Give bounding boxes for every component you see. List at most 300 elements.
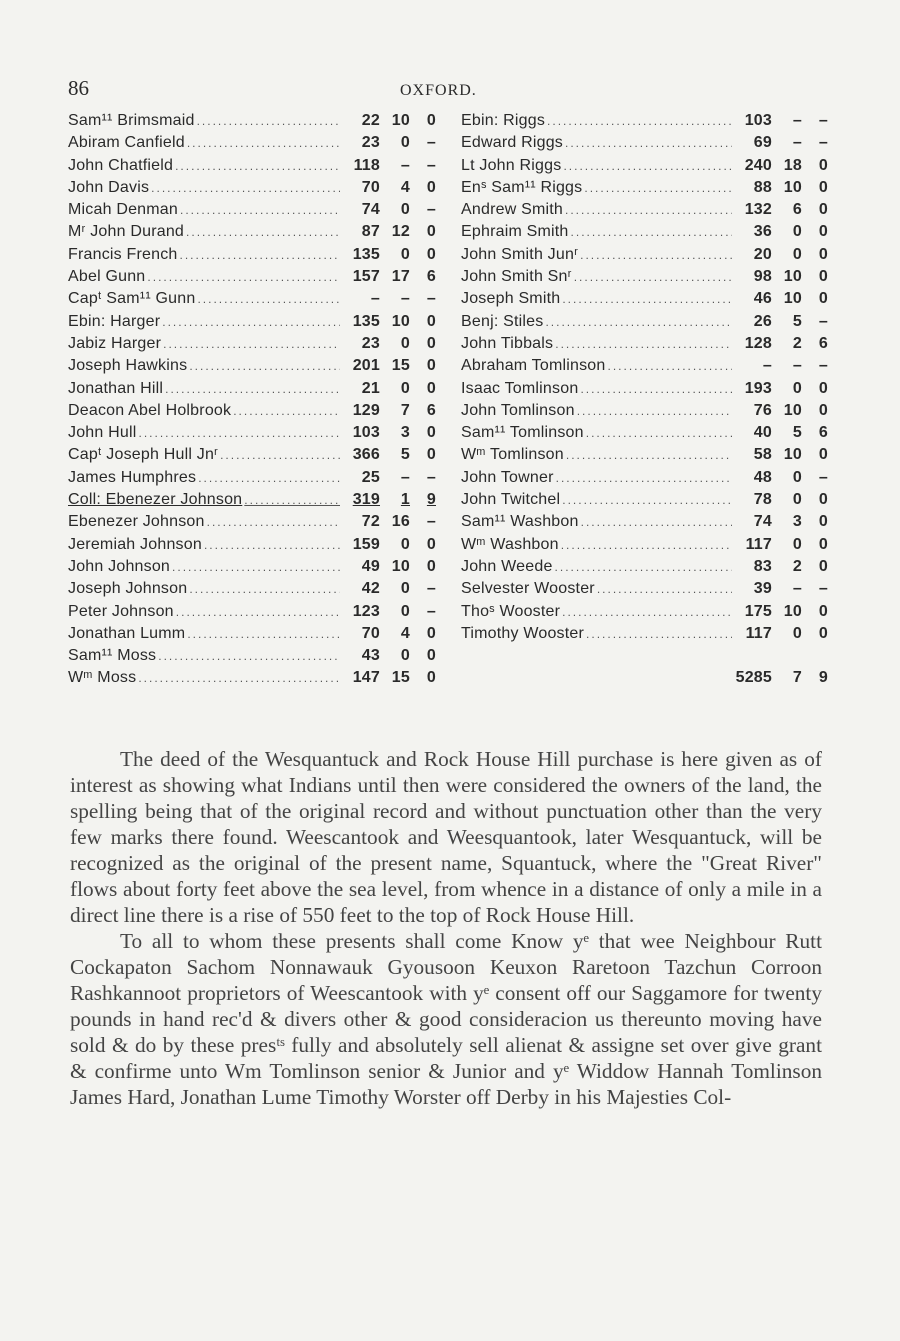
list-entry xyxy=(68,513,436,535)
amount-pounds: 36 xyxy=(753,223,772,241)
dot-leader xyxy=(202,538,340,552)
list-entry xyxy=(68,246,436,268)
entry-name: Thoˢ Wooster xyxy=(461,602,561,620)
dot-leader xyxy=(578,248,732,262)
amount-pounds: 98 xyxy=(753,268,772,286)
amount-pence: 6 xyxy=(818,424,828,442)
amount-shillings: 0 xyxy=(400,245,410,263)
amount-shillings: 10 xyxy=(783,602,802,620)
dot-leader xyxy=(218,448,340,462)
list-entry xyxy=(461,313,828,335)
amount-pounds: 48 xyxy=(753,468,772,486)
amount-pence: – xyxy=(426,290,436,308)
dot-leader xyxy=(606,359,732,373)
amount-shillings: – xyxy=(400,156,410,174)
dot-leader xyxy=(553,337,732,351)
amount-shillings: 10 xyxy=(783,268,802,286)
amount-shillings: – xyxy=(400,468,410,486)
amount-pounds: 42 xyxy=(361,580,380,598)
list-entry xyxy=(461,402,828,424)
amount-shillings: 0 xyxy=(792,624,802,642)
amount-shillings: 5 xyxy=(792,424,802,442)
amount-shillings: 0 xyxy=(792,491,802,509)
amount-shillings: 10 xyxy=(391,557,410,575)
entry-name: Wᵐ Tomlinson xyxy=(461,446,564,464)
amount-pounds: 103 xyxy=(352,424,380,442)
list-entry xyxy=(68,424,436,446)
list-entry xyxy=(461,446,828,468)
amount-shillings: 3 xyxy=(792,513,802,531)
amount-pounds: 74 xyxy=(753,513,772,531)
list-entry xyxy=(461,134,828,156)
amount-pounds: 20 xyxy=(753,245,772,263)
amount-pounds: – xyxy=(370,290,380,308)
dot-leader xyxy=(231,404,340,418)
spacer-row xyxy=(461,647,828,669)
entry-name: Enˢ Sam¹¹ Riggs xyxy=(461,178,583,196)
amount-shillings: 18 xyxy=(783,156,802,174)
amount-pounds: 39 xyxy=(753,580,772,598)
amount-pence: 0 xyxy=(818,156,828,174)
amount-shillings: 0 xyxy=(400,535,410,553)
dot-leader xyxy=(242,493,340,507)
amount-pence: 0 xyxy=(426,557,436,575)
amount-pence: – xyxy=(426,134,436,152)
dot-leader xyxy=(156,649,340,663)
amount-pounds: 117 xyxy=(745,624,772,642)
entry-name: Peter Johnson xyxy=(68,602,174,620)
list-entry xyxy=(461,558,828,580)
dot-leader xyxy=(170,560,340,574)
amount-shillings: 7 xyxy=(400,401,410,419)
dot-leader xyxy=(178,248,341,262)
amount-pence: 0 xyxy=(426,223,436,241)
dot-leader xyxy=(185,136,340,150)
entry-name: Jonathan Lumm xyxy=(68,624,186,642)
amount-shillings: 4 xyxy=(400,178,410,196)
amount-pence: 6 xyxy=(426,268,436,286)
amount-pence: 0 xyxy=(426,178,436,196)
amount-shillings: 1 xyxy=(400,491,410,509)
amount-pence: – xyxy=(818,112,828,129)
amount-pence: 0 xyxy=(426,624,436,642)
amount-pounds: 201 xyxy=(352,357,380,375)
dot-leader xyxy=(579,515,732,529)
entry-name: Jabiz Harger xyxy=(68,334,162,352)
entry-name: Francis French xyxy=(68,245,178,263)
amount-shillings: – xyxy=(792,580,802,598)
amount-pence: 0 xyxy=(818,245,828,263)
list-entry xyxy=(68,201,436,223)
dot-leader xyxy=(563,136,732,150)
amount-pence: – xyxy=(426,602,436,620)
dot-leader xyxy=(173,159,340,173)
amount-shillings: 2 xyxy=(792,557,802,575)
list-entry xyxy=(461,380,828,402)
total-row xyxy=(461,669,828,691)
entry-name: Ebin: Riggs xyxy=(461,112,546,129)
amount-pounds: 25 xyxy=(361,468,380,486)
amount-pence: 0 xyxy=(818,557,828,575)
amount-shillings: 10 xyxy=(783,178,802,196)
entry-name: Jonathan Hill xyxy=(68,379,164,397)
amount-pence: 0 xyxy=(818,178,828,196)
amount-shillings: 0 xyxy=(400,379,410,397)
entry-name: John Weede xyxy=(461,557,553,575)
dot-leader xyxy=(560,605,732,619)
amount-pounds: 240 xyxy=(744,156,772,174)
amount-shillings: 0 xyxy=(792,535,802,553)
amount-pence: – xyxy=(426,580,436,598)
list-entry xyxy=(68,179,436,201)
amount-pence: – xyxy=(818,312,828,330)
list-entry xyxy=(68,157,436,179)
amount-pounds: 319 xyxy=(352,491,380,509)
entry-name: Sam¹¹ Brimsmaid xyxy=(68,112,195,129)
amount-pence: 6 xyxy=(426,401,436,419)
dot-leader xyxy=(559,538,732,552)
amount-shillings: 0 xyxy=(400,647,410,665)
entry-name: Edward Riggs xyxy=(461,134,564,152)
amount-pounds: 78 xyxy=(753,491,772,509)
amount-pounds: 21 xyxy=(361,379,380,397)
entry-name: Benj: Stiles xyxy=(461,312,544,330)
amount-pence: – xyxy=(818,134,828,152)
entry-name: Joseph Smith xyxy=(461,290,561,308)
entry-name: John Smith Junʳ xyxy=(461,245,579,263)
dot-leader xyxy=(595,582,732,596)
amount-pence: 6 xyxy=(818,334,828,352)
entry-name: Capᵗ Joseph Hull Jnʳ xyxy=(68,446,219,464)
list-entry xyxy=(68,558,436,580)
entry-name: Micah Denman xyxy=(68,201,179,219)
amount-shillings: 15 xyxy=(391,357,410,375)
dot-leader xyxy=(137,426,340,440)
amount-pounds: 159 xyxy=(352,535,380,553)
amount-pence: 0 xyxy=(426,112,436,129)
amount-pence: – xyxy=(818,580,828,598)
entry-name: Ebin: Harger xyxy=(68,312,161,330)
amount-pounds: 72 xyxy=(361,513,380,531)
dot-leader xyxy=(187,359,340,373)
amount-pounds: 118 xyxy=(353,156,380,174)
list-entry xyxy=(461,536,828,558)
amount-pounds: 69 xyxy=(753,134,772,152)
list-entry xyxy=(68,290,436,312)
amount-pounds: 123 xyxy=(352,602,380,620)
prose-section xyxy=(70,746,822,1110)
dot-leader xyxy=(185,627,340,641)
total-pence: 9 xyxy=(818,669,828,687)
entry-name: Abraham Tomlinson xyxy=(461,357,606,375)
amount-shillings: 10 xyxy=(783,290,802,308)
amount-pence: 0 xyxy=(426,357,436,375)
amount-shillings: 10 xyxy=(783,446,802,464)
list-entry xyxy=(461,179,828,201)
tax-list xyxy=(68,112,828,692)
amount-shillings: – xyxy=(400,290,410,308)
amount-pence: 0 xyxy=(426,669,436,687)
amount-shillings: 10 xyxy=(391,312,410,330)
amount-shillings: 0 xyxy=(400,134,410,152)
entry-name: Deacon Abel Holbrook xyxy=(68,401,232,419)
amount-pounds: 76 xyxy=(753,401,772,419)
entry-name: John Chatfield xyxy=(68,156,174,174)
dot-leader xyxy=(174,605,340,619)
amount-pence: – xyxy=(426,156,436,174)
amount-shillings: 6 xyxy=(792,201,802,219)
page-number: 86 xyxy=(68,76,89,100)
entry-name: Lt John Riggs xyxy=(461,156,562,174)
list-entry xyxy=(461,246,828,268)
amount-pounds: – xyxy=(762,357,772,375)
amount-pence: 0 xyxy=(426,312,436,330)
list-entry xyxy=(461,491,828,513)
entry-name: Timothy Wooster xyxy=(461,624,585,642)
list-entry xyxy=(461,268,828,290)
entry-name: Joseph Johnson xyxy=(68,580,188,598)
list-entry xyxy=(68,134,436,156)
dot-leader xyxy=(184,225,340,239)
dot-leader xyxy=(569,225,732,239)
dot-leader xyxy=(584,426,732,440)
entry-name: Wᵐ Moss xyxy=(68,669,137,687)
amount-pounds: 88 xyxy=(753,178,772,196)
amount-pounds: 129 xyxy=(352,401,380,419)
amount-shillings: 0 xyxy=(400,334,410,352)
list-entry xyxy=(461,223,828,245)
dot-leader xyxy=(545,114,732,128)
amount-shillings: 0 xyxy=(400,201,410,219)
amount-pounds: 103 xyxy=(744,112,772,129)
list-entry xyxy=(68,380,436,402)
amount-pence: – xyxy=(426,513,436,531)
amount-pounds: 175 xyxy=(744,602,772,620)
amount-pence: 0 xyxy=(818,602,828,620)
dot-leader xyxy=(582,181,732,195)
amount-pounds: 46 xyxy=(753,290,772,308)
amount-shillings: 15 xyxy=(391,669,410,687)
amount-pounds: 83 xyxy=(753,557,772,575)
amount-pounds: 366 xyxy=(352,446,380,464)
entry-name: John Tibbals xyxy=(461,334,554,352)
amount-pounds: 26 xyxy=(753,312,772,330)
amount-pence: 0 xyxy=(818,201,828,219)
amount-shillings: 5 xyxy=(400,446,410,464)
amount-pounds: 117 xyxy=(745,535,772,553)
list-entry xyxy=(68,313,436,335)
amount-pounds: 135 xyxy=(352,245,380,263)
dot-leader xyxy=(145,270,340,284)
entry-name: Sam¹¹ Tomlinson xyxy=(461,424,584,442)
amount-pounds: 193 xyxy=(744,379,772,397)
total-shillings: 7 xyxy=(792,669,802,687)
list-entry xyxy=(68,580,436,602)
list-entry xyxy=(68,625,436,647)
paragraph-deed-intro: The deed of the Wesquantuck and Rock House Hill purchase is here given as of interest as showing what Indians until then were considered the owners of the land, the spelling being that of the original record and without punctuation other than the very few marks there found. Weescantook and Weesquantook, later Wesquantuck, will be recognized as the original of the present name, Squantuck, where the "Great River" flows about forty feet above the sea level, from whence in a distance of only a mile in a direct line there is a rise of 550 feet to the top of Rock House Hill. xyxy=(70,747,822,927)
total-pounds: 5285 xyxy=(735,669,772,687)
list-entry xyxy=(461,112,828,134)
list-entry xyxy=(68,491,436,513)
dot-leader xyxy=(195,114,340,128)
list-entry xyxy=(461,469,828,491)
amount-pounds: 40 xyxy=(753,424,772,442)
amount-pounds: 70 xyxy=(361,178,380,196)
amount-shillings: 3 xyxy=(400,424,410,442)
amount-pence: 9 xyxy=(426,491,436,509)
amount-pence: – xyxy=(426,201,436,219)
dot-leader xyxy=(572,270,732,284)
list-entry xyxy=(461,335,828,357)
dot-leader xyxy=(578,382,732,396)
dot-leader xyxy=(178,203,340,217)
dot-leader xyxy=(543,315,732,329)
list-entry xyxy=(68,669,436,691)
amount-pounds: 132 xyxy=(744,201,772,219)
amount-shillings: 0 xyxy=(792,468,802,486)
amount-pounds: 74 xyxy=(361,201,380,219)
dot-leader xyxy=(563,203,732,217)
amount-pence: – xyxy=(426,468,436,486)
amount-pence: 0 xyxy=(426,245,436,263)
list-entry xyxy=(461,625,828,647)
amount-shillings: 4 xyxy=(400,624,410,642)
amount-pence: 0 xyxy=(818,513,828,531)
amount-pence: 0 xyxy=(426,379,436,397)
list-entry xyxy=(461,290,828,312)
list-entry xyxy=(68,469,436,491)
amount-pounds: 157 xyxy=(352,268,380,286)
amount-pounds: 23 xyxy=(361,134,380,152)
dot-leader xyxy=(195,292,340,306)
amount-shillings: 0 xyxy=(400,580,410,598)
list-entry xyxy=(461,513,828,535)
list-entry xyxy=(461,357,828,379)
amount-pence: 0 xyxy=(426,535,436,553)
list-entry xyxy=(461,157,828,179)
list-entry xyxy=(461,424,828,446)
entry-name: Coll: Ebenezer Johnson xyxy=(68,491,243,509)
amount-pence: 0 xyxy=(818,379,828,397)
amount-pounds: 22 xyxy=(361,112,380,129)
paragraph-deed-text: To all to whom these presents shall come Know yᵉ that wee Neighbour Rutt Cockapaton Sachom Nonnawauk Gyousoon Keuxon Raretoon Tazchun Corroon Rashkannoot proprietors of Weescantook with yᵉ consent off our Saggamore for twenty pounds in hand rec'd & divers other & good consideracion us thereunto moving have sold & do by these presᵗˢ fully and absolutely sell alienat & assigne set over give grant & confirme unto Wm Tomlinson senior & Junior and yᵉ Widdow Hannah Tomlinson James Hard, Jonathan Lume Timothy Worster off Derby in his Majesties Col- xyxy=(70,929,822,1109)
entry-name: John Smith Snʳ xyxy=(461,268,572,286)
amount-pence: 0 xyxy=(426,647,436,665)
list-entry xyxy=(68,603,436,625)
amount-shillings: 17 xyxy=(391,268,410,286)
entry-name: John Hull xyxy=(68,424,137,442)
entry-name: Jeremiah Johnson xyxy=(68,535,202,553)
entry-name: Selvester Wooster xyxy=(461,580,595,598)
entry-name: Wᵐ Washbon xyxy=(461,535,559,553)
amount-pounds: 49 xyxy=(361,557,380,575)
amount-shillings: 0 xyxy=(792,245,802,263)
amount-pence: 0 xyxy=(818,535,828,553)
amount-shillings: – xyxy=(792,112,802,129)
entry-name: Andrew Smith xyxy=(461,201,563,219)
list-entry xyxy=(68,268,436,290)
amount-pence: 0 xyxy=(426,446,436,464)
entry-name: Abel Gunn xyxy=(68,268,146,286)
entry-name: Abiram Canfield xyxy=(68,134,185,152)
amount-pence: 0 xyxy=(818,624,828,642)
amount-shillings: 16 xyxy=(391,513,410,531)
amount-pounds: 87 xyxy=(361,223,380,241)
dot-leader xyxy=(575,404,732,418)
amount-shillings: 5 xyxy=(792,312,802,330)
entry-name: Ephraim Smith xyxy=(461,223,569,241)
entry-name: Ebenezer Johnson xyxy=(68,513,205,531)
amount-pence: 0 xyxy=(818,401,828,419)
dot-leader xyxy=(560,493,732,507)
list-entry xyxy=(68,647,436,669)
dot-leader xyxy=(163,382,340,396)
amount-pounds: 70 xyxy=(361,624,380,642)
list-entry xyxy=(68,335,436,357)
dot-leader xyxy=(161,337,340,351)
entry-name: John Twitchel xyxy=(461,491,561,509)
right-column xyxy=(461,112,828,692)
amount-pounds: 43 xyxy=(361,647,380,665)
list-entry xyxy=(461,603,828,625)
running-title: OXFORD. xyxy=(400,82,477,99)
amount-pence: 0 xyxy=(426,334,436,352)
page-header xyxy=(68,76,828,106)
amount-pence: – xyxy=(818,357,828,375)
amount-pounds: 128 xyxy=(744,334,772,352)
amount-pence: 0 xyxy=(818,491,828,509)
entry-name: Mʳ John Durand xyxy=(68,223,185,241)
dot-leader xyxy=(136,671,340,685)
left-column xyxy=(68,112,436,692)
list-entry xyxy=(461,580,828,602)
amount-pence: 0 xyxy=(426,424,436,442)
amount-shillings: 12 xyxy=(391,223,410,241)
list-entry xyxy=(68,112,436,134)
dot-leader xyxy=(560,292,732,306)
list-entry xyxy=(461,201,828,223)
amount-pence: 0 xyxy=(818,446,828,464)
dot-leader xyxy=(196,471,340,485)
list-entry xyxy=(68,223,436,245)
amount-pence: 0 xyxy=(818,268,828,286)
entry-name: Joseph Hawkins xyxy=(68,357,188,375)
amount-shillings: – xyxy=(792,134,802,152)
entry-name: John Tomlinson xyxy=(461,401,575,419)
amount-pounds: 23 xyxy=(361,334,380,352)
amount-shillings: 10 xyxy=(783,401,802,419)
amount-pounds: 58 xyxy=(753,446,772,464)
dot-leader xyxy=(160,315,340,329)
amount-pence: 0 xyxy=(818,223,828,241)
dot-leader xyxy=(187,582,340,596)
entry-name: John Davis xyxy=(68,178,150,196)
list-entry xyxy=(68,357,436,379)
list-entry xyxy=(68,446,436,468)
amount-pence: – xyxy=(818,468,828,486)
entry-name: James Humphres xyxy=(68,468,197,486)
entry-name: Isaac Tomlinson xyxy=(461,379,579,397)
dot-leader xyxy=(553,560,732,574)
amount-shillings: 0 xyxy=(792,379,802,397)
entry-name: Sam¹¹ Washbon xyxy=(461,513,579,531)
dot-leader xyxy=(149,181,340,195)
amount-pounds: 135 xyxy=(352,312,380,330)
entry-name: John Towner xyxy=(461,468,554,486)
dot-leader xyxy=(584,627,732,641)
amount-shillings: – xyxy=(792,357,802,375)
list-entry xyxy=(68,536,436,558)
